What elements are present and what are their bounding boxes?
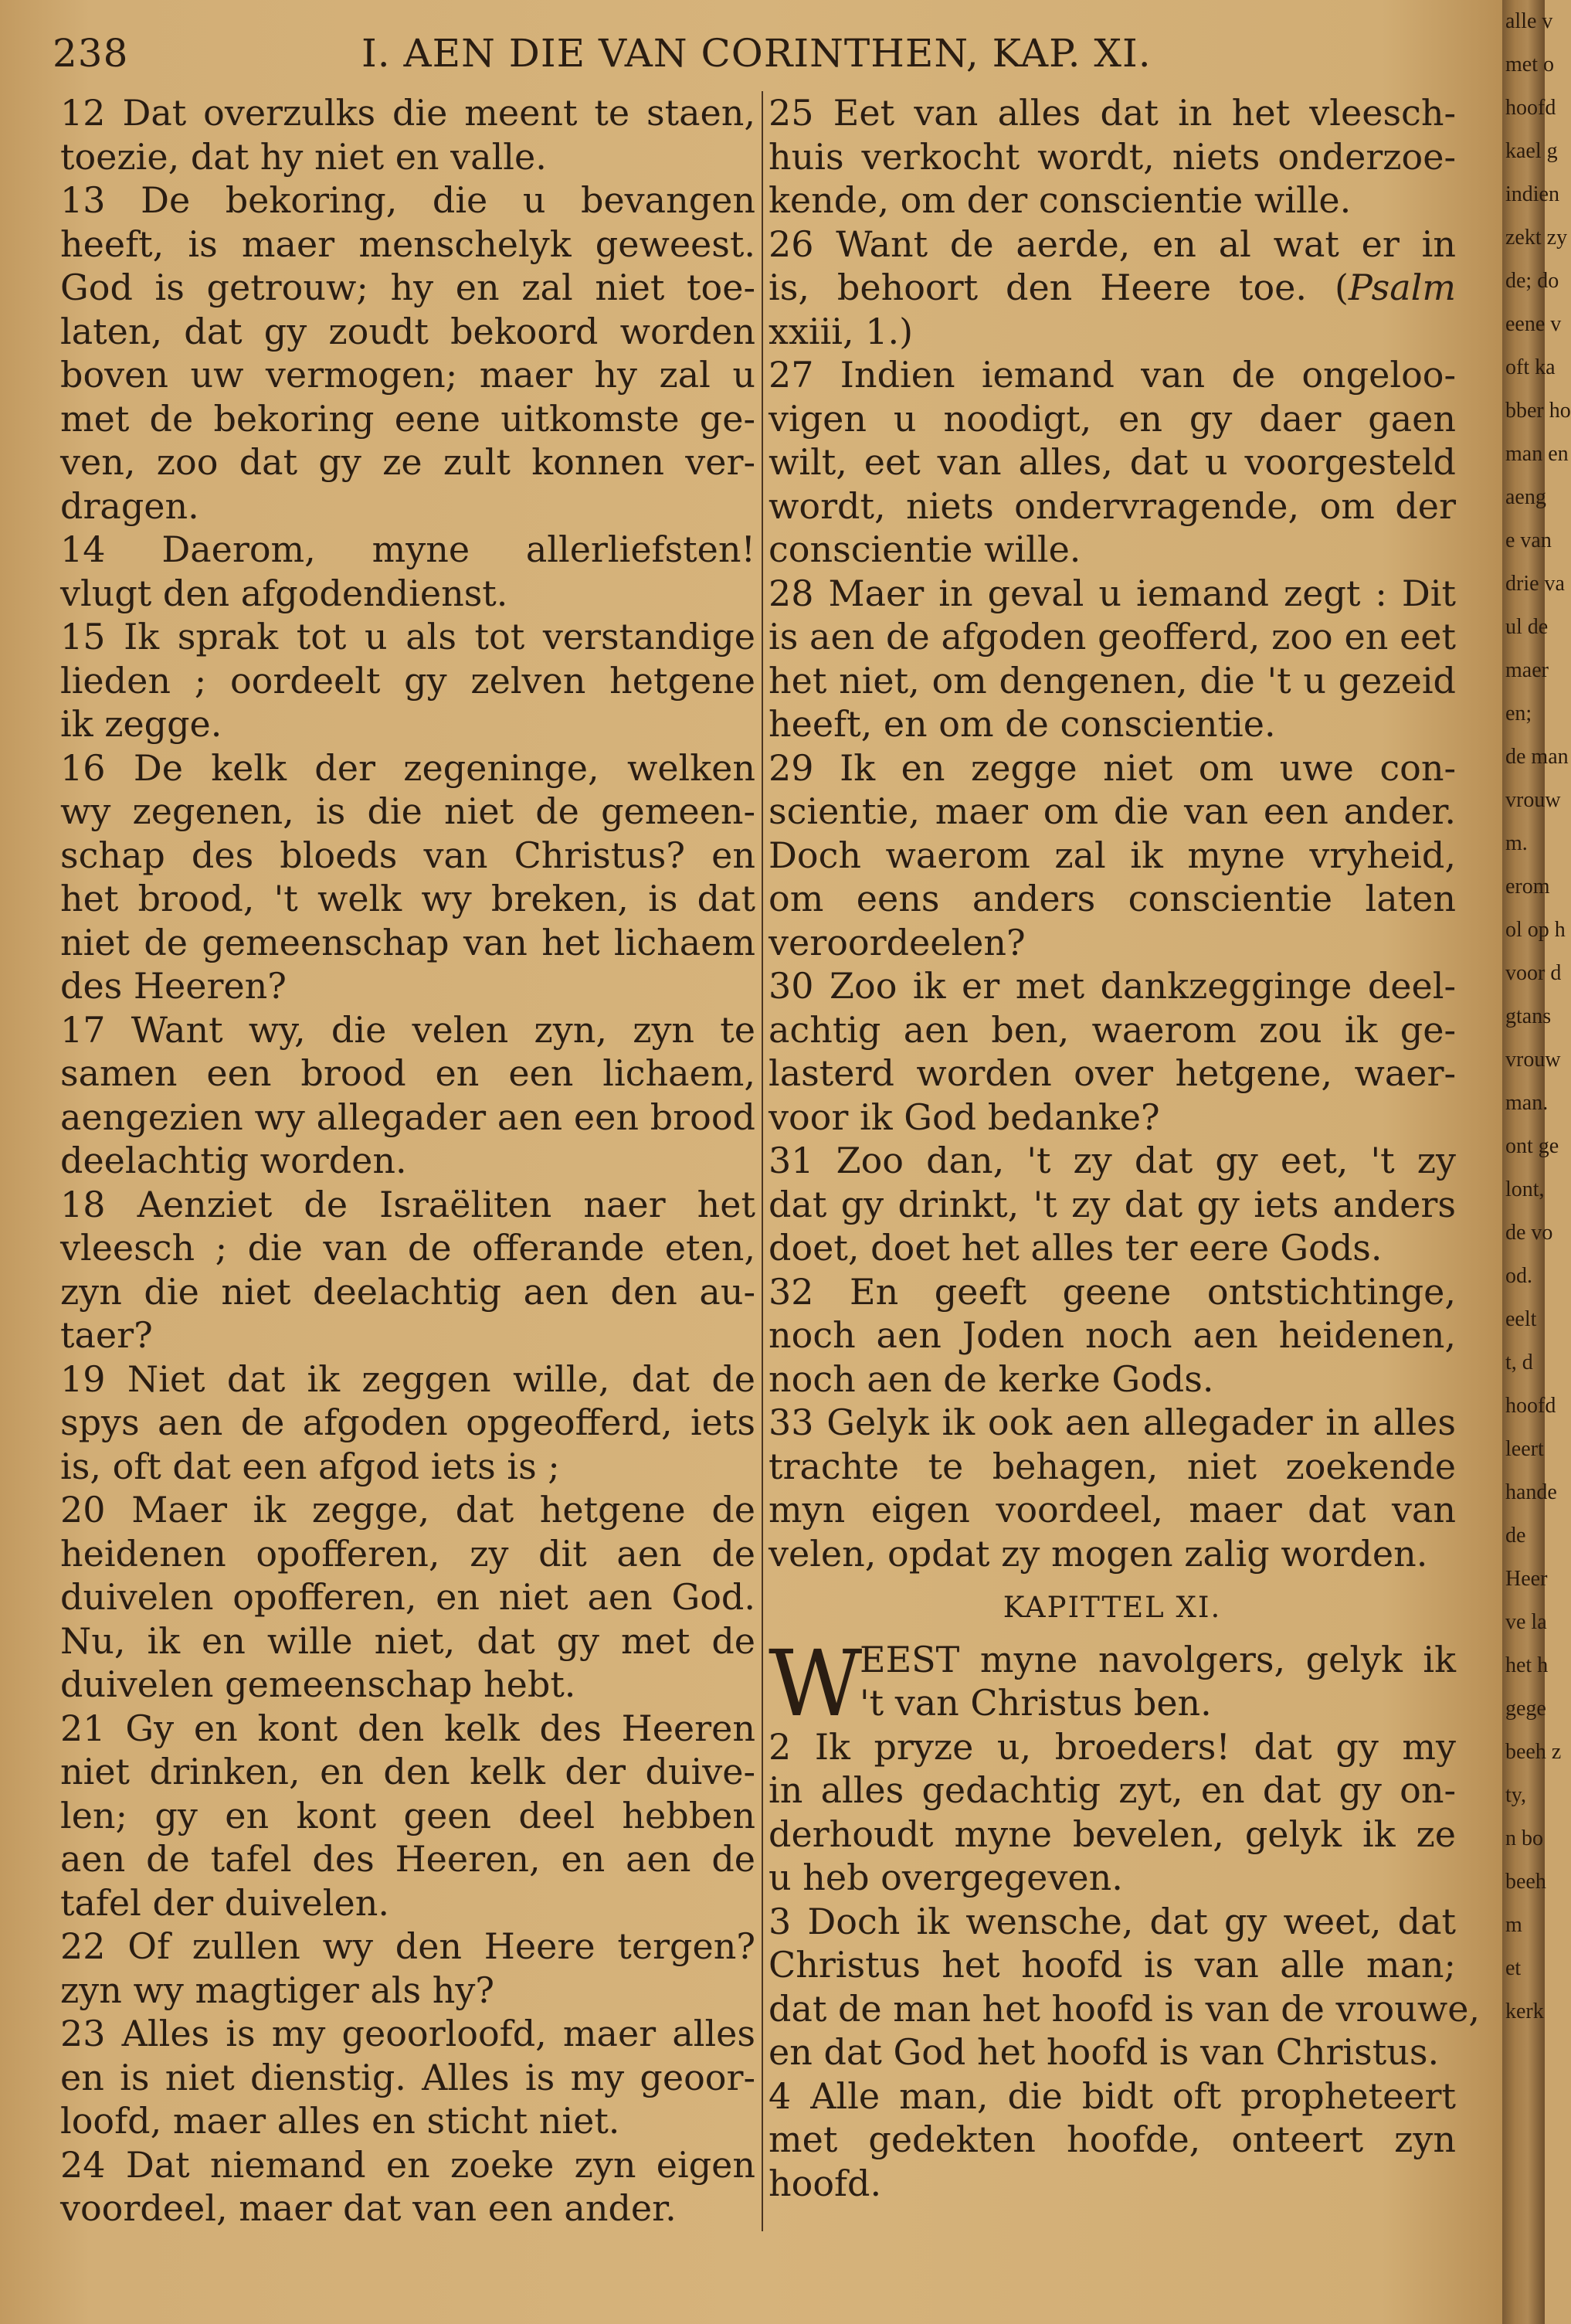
facing-page-fragment: erom [1505, 875, 1550, 899]
facing-page-fragment: en; [1505, 702, 1532, 725]
text-line: 2 Ik pryze u, broeders! dat gy my [769, 1725, 1456, 1768]
text-line: huis verkocht wordt, niets onderzoe- [769, 135, 1456, 178]
text-line: ven, zoo dat gy ze zult konnen ver- [60, 441, 755, 483]
text-line: 24 Dat niemand en zoeke zyn eigen [60, 2143, 755, 2186]
opening-line-1: EEST myne navolgers, gelyk ik [860, 1638, 1456, 1680]
drop-cap: W [769, 1629, 863, 1737]
text-line: 18 Aenziet de Israëliten naer het [60, 1183, 755, 1225]
facing-page-fragment: gtans [1505, 1004, 1552, 1028]
text-line: is, behoort den Heere toe. (Psalm [769, 267, 1456, 308]
text-line: wy zegenen, is die niet de gemeen- [60, 790, 755, 832]
chapter-heading: KAPITTEL XI. [1003, 1591, 1222, 1624]
facing-page-fragment: drie va [1505, 572, 1565, 596]
text-line: 20 Maer ik zegge, dat hetgene de [60, 1489, 755, 1531]
facing-page-fragment: Heer [1505, 1567, 1548, 1591]
facing-page-fragment: lont, [1505, 1177, 1545, 1201]
text-line: Christus het hoofd is van alle man; [769, 1944, 1456, 1986]
facing-page-fragment: de vo [1505, 1221, 1553, 1245]
text-line: vigen u noodigt, en gy daer gaen [769, 397, 1456, 440]
text-line: om eens anders conscientie laten [769, 878, 1456, 919]
facing-page-fragment: n bo [1505, 1826, 1543, 1850]
facing-page-fragment: beeh z [1505, 1740, 1562, 1764]
running-header [53, 22, 1458, 76]
facing-page-fragment: de man [1505, 745, 1569, 769]
text-line: 31 Zoo dan, 't zy dat gy eet, 't zy [769, 1140, 1456, 1181]
text-line: toezie, dat hy niet en valle. [60, 135, 547, 178]
facing-page-fragment: m [1505, 1913, 1522, 1937]
text-line: 19 Niet dat ik zeggen wille, dat de [60, 1357, 755, 1400]
text-line: met gedekten hoofde, onteert zyn [769, 2118, 1456, 2160]
facing-page-fragment: voor d [1505, 961, 1562, 985]
text-line: lieden ; oordeelt gy zelven hetgene [60, 659, 755, 702]
text-line: laten, dat gy zoudt bekoord worden [60, 310, 755, 352]
facing-page-edge [1502, 0, 1571, 2324]
text-line: 4 Alle man, die bidt oft propheteert [769, 2074, 1456, 2117]
text-line: Nu, ik en wille niet, dat gy met de [60, 1619, 755, 1662]
page-number: 238 [53, 31, 129, 76]
facing-page-fragment: kerk [1505, 2000, 1544, 2023]
text-line: 29 Ik en zegge niet om uwe con- [769, 746, 1456, 789]
left-column [60, 91, 755, 2231]
text-line: het brood, 't welk wy breken, is dat [60, 878, 755, 919]
facing-page-fragment: eene v [1505, 312, 1562, 336]
text-line: 30 Zoo ik er met dankzegginge deel- [769, 965, 1456, 1007]
text-line: veroordeelen? [769, 921, 1026, 963]
facing-page-fragment: maer [1505, 658, 1549, 682]
text-line: boven uw vermogen; maer hy zal u [60, 354, 755, 396]
text-line: 21 Gy en kont den kelk des Heeren [60, 1707, 755, 1749]
facing-page-fragment: hoofd [1505, 96, 1556, 120]
text-line: God is getrouw; hy en zal niet toe- [60, 267, 755, 308]
facing-page-fragment: ont ge [1505, 1134, 1559, 1158]
text-line: achtig aen ben, waerom zou ik ge- [769, 1008, 1456, 1051]
right-column [769, 91, 1481, 2205]
text-line: trachte te behagen, niet zoekende [769, 1445, 1456, 1487]
text-line: 23 Alles is my geoorloofd, maer alles [60, 2013, 755, 2054]
facing-page-fragment: hoofd [1505, 1394, 1556, 1418]
text-line: niet de gemeenschap van het lichaem [60, 921, 755, 963]
text-line: tafel der duivelen. [60, 1881, 389, 1924]
text-line: zyn wy magtiger als hy? [60, 1969, 495, 2011]
text-line: voor ik God bedanke? [769, 1096, 1160, 1138]
facing-page-fragment: hande [1505, 1480, 1557, 1504]
facing-page-fragment: kael g [1505, 139, 1558, 163]
text-line: 17 Want wy, die velen zyn, zyn te [60, 1008, 755, 1051]
facing-page-fragment: ol op h [1505, 918, 1566, 942]
facing-page-fragment: aeng [1505, 485, 1546, 509]
text-line: taer? [60, 1314, 153, 1356]
facing-page-fragment: e van [1505, 528, 1552, 552]
running-title: I. AEN DIE VAN CORINTHEN, KAP. XI. [361, 31, 1152, 76]
text-line: loofd, maer alles en sticht niet. [60, 2100, 620, 2142]
text-line: 25 Eet van alles dat in het vleesch- [769, 92, 1456, 134]
facing-page-fragment: od. [1505, 1264, 1532, 1288]
text-line: in alles gedachtig zyt, en dat gy on- [769, 1769, 1456, 1811]
facing-page-fragment: ul de [1505, 615, 1549, 639]
text-line: wilt, eet van alles, dat u voorgesteld [769, 441, 1456, 483]
facing-page-fragment: alle v [1505, 9, 1553, 33]
text-line: aen de tafel des Heeren, en aen de [60, 1838, 755, 1880]
text-line: duivelen opofferen, en niet aen God. [60, 1576, 755, 1618]
text-line: velen, opdat zy mogen zalig worden. [769, 1532, 1428, 1575]
text-line: heeft, en om de conscientie. [769, 703, 1276, 745]
text-line: heidenen opofferen, zy dit aen de [60, 1532, 755, 1575]
text-line: 27 Indien iemand van de ongeloo- [769, 354, 1456, 396]
text-line: 13 De bekoring, die u bevangen [60, 179, 755, 221]
text-line: 15 Ik sprak tot u als tot verstandige [60, 616, 755, 657]
text-line: vlugt den afgodendienst. [60, 572, 508, 614]
text-line: 33 Gelyk ik ook aen allegader in alles [769, 1402, 1456, 1443]
facing-page-fragment: leert [1505, 1437, 1544, 1461]
text-line: doet, doet het alles ter eere Gods. [769, 1227, 1383, 1269]
facing-page-fragment: ve la [1505, 1610, 1547, 1634]
text-line: scientie, maer om die van een ander. [769, 790, 1456, 832]
text-line: is aen de afgoden geofferd, zoo en eet [769, 616, 1456, 657]
text-line: noch aen de kerke Gods. [769, 1357, 1214, 1400]
text-line: dat gy drinkt, 't zy dat gy iets anders [769, 1183, 1456, 1225]
chapter-opening [769, 1629, 1456, 1737]
opening-line-2: 't van Christus ben. [860, 1682, 1212, 1724]
facing-page-fragment: het h [1505, 1653, 1549, 1677]
text-line: derhoudt myne bevelen, gelyk ik ze [769, 1813, 1456, 1855]
text-line: 14 Daerom, myne allerliefsten! [60, 528, 755, 570]
text-line: ik zegge. [60, 703, 222, 745]
text-line: wordt, niets ondervragende, om der [769, 484, 1456, 527]
facing-page-fragment: m. [1505, 831, 1528, 855]
text-line: spys aen de afgoden opgeofferd, iets [60, 1402, 755, 1443]
text-line: vleesch ; die van de offerande eten, [60, 1227, 755, 1269]
text-line: 12 Dat overzulks die meent te staen, [60, 92, 755, 134]
facing-page-fragment: indien [1505, 182, 1559, 206]
text-line: kende, om der conscientie wille. [769, 179, 1352, 221]
text-line: dragen. [60, 484, 199, 527]
facing-page-fragment: man en [1505, 442, 1569, 466]
facing-page-fragment: ty, [1505, 1783, 1526, 1807]
text-line: is, oft dat een afgod iets is ; [60, 1445, 560, 1487]
right-column-chapter-verses [769, 1725, 1481, 2206]
right-column-verses [769, 91, 1456, 1575]
text-line: hoofd. [769, 2162, 882, 2204]
text-line: dat de man het hoofd is van de vrouwe, [769, 1987, 1481, 2030]
text-line: voordeel, maer dat van een ander. [60, 2187, 677, 2229]
text-line: lasterd worden over hetgene, waer- [769, 1052, 1456, 1094]
text-line: deelachtig worden. [60, 1140, 407, 1181]
text-line: samen een brood en een lichaem, [60, 1052, 755, 1094]
facing-page-fragment: de [1505, 1524, 1526, 1548]
text-line: en dat God het hoofd is van Christus. [769, 2031, 1440, 2073]
text-line: 28 Maer in geval u iemand zegt : Dit [769, 572, 1456, 614]
text-line: myn eigen voordeel, maer dat van [769, 1489, 1456, 1531]
text-line: des Heeren? [60, 965, 287, 1007]
text-line: noch aen Joden noch aen heidenen, [769, 1314, 1456, 1356]
facing-page-fragment: beeh [1505, 1870, 1546, 1894]
text-line: en is niet dienstig. Alles is my geoor- [60, 2056, 755, 2098]
text-line: len; gy en kont geen deel hebben [60, 1794, 755, 1836]
text-line: 22 Of zullen wy den Heere tergen? [60, 1925, 755, 1967]
facing-page-fragment: de; do [1505, 269, 1559, 293]
text-line: zyn die niet deelachtig aen den au- [60, 1270, 755, 1313]
text-line: met de bekoring eene uitkomste ge- [60, 397, 755, 440]
facing-page-fragment: vrouw [1505, 1048, 1561, 1072]
facing-page-fragment: vrouw [1505, 788, 1561, 812]
column-divider [762, 91, 763, 2231]
text-line: u heb overgegeven. [769, 1857, 1123, 1898]
text-line: 3 Doch ik wensche, dat gy weet, dat [769, 1900, 1456, 1942]
facing-page-fragment: oft ka [1505, 355, 1556, 379]
text-line: conscientie wille. [769, 528, 1081, 570]
text-line: 32 En geeft geene ontstichtinge, [769, 1270, 1456, 1313]
text-line: schap des bloeds van Christus? en [60, 834, 755, 876]
text-line: 16 De kelk der zegeninge, welken [60, 746, 755, 789]
facing-page-fragment: bber ho [1505, 399, 1571, 423]
text-line: 26 Want de aerde, en al wat er in [769, 223, 1456, 265]
text-line: niet drinken, en den kelk der duive- [60, 1751, 755, 1792]
facing-page-fragment: man. [1505, 1091, 1549, 1115]
text-line: duivelen gemeenschap hebt. [60, 1663, 576, 1705]
facing-page-fragment: zekt zy [1505, 226, 1568, 250]
text-line: het niet, om dengenen, die 't u gezeid [769, 659, 1456, 702]
facing-page-fragment: eelt [1505, 1307, 1537, 1331]
facing-page-fragment: gege [1505, 1697, 1546, 1721]
text-line: aengezien wy allegader aen een brood [60, 1096, 755, 1138]
text-line: heeft, is maer menschelyk geweest. [60, 223, 755, 265]
facing-page-fragment: met o [1505, 53, 1554, 76]
text-line: Doch waerom zal ik myne vryheid, [769, 834, 1456, 876]
facing-page-fragment: t, d [1505, 1351, 1533, 1374]
facing-page-fragment: et [1505, 1956, 1522, 1980]
text-line: xxiii, 1.) [769, 310, 914, 352]
